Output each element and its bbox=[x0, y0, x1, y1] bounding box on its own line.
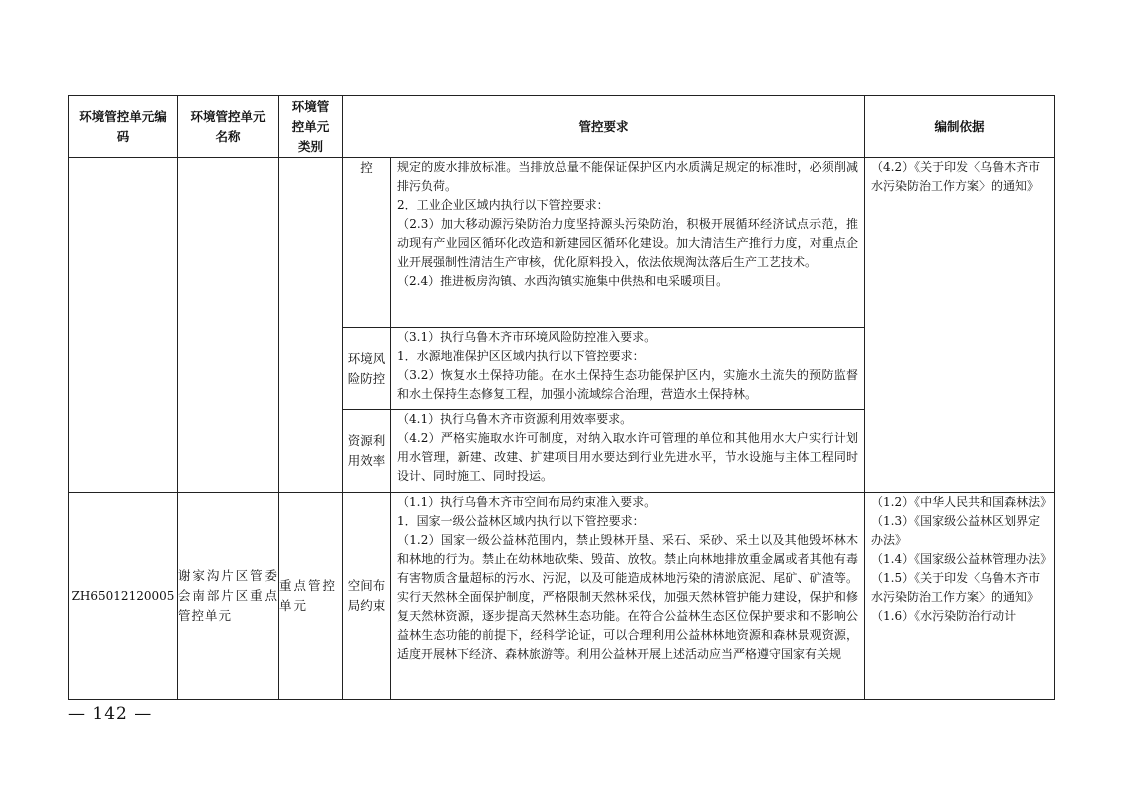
basis-cell bbox=[865, 158, 1055, 493]
header-name: 环境管控单元名称 bbox=[178, 96, 279, 158]
header-row bbox=[69, 96, 1055, 158]
requirement-line: （3.1）执行乌鲁木齐市环境风险防控准入要求。 bbox=[397, 330, 657, 344]
category-cell: 控 bbox=[343, 158, 391, 328]
requirements-cell bbox=[391, 328, 865, 410]
requirements-cell bbox=[391, 158, 865, 328]
basis-cell bbox=[865, 493, 1055, 700]
requirement-line: （2.3）加大移动源污染防治力度坚持源头污染防治，积极开展循环经济试点示范，推动现有产业园区循环化改造和新建园区循环化建设。加大清洁生产推行力度，对重点企业开展强制性清洁生产审核，优化原料投入，依法依规淘汰落后生产工艺技术。 bbox=[397, 217, 859, 269]
requirement-line: 1．国家一级公益林区域内执行以下管控要求： bbox=[397, 514, 645, 528]
requirements-cell bbox=[391, 410, 865, 493]
requirements-cell bbox=[391, 493, 865, 700]
requirement-line: 2．工业企业区域内执行以下管控要求： bbox=[397, 198, 609, 212]
basis-line: （1.3）《国家级公益林区划界定办法》 bbox=[871, 514, 1041, 547]
category-cell: 空间布局约束 bbox=[343, 493, 391, 700]
unit-code-cell: ZH65012120005 bbox=[69, 493, 178, 700]
unit-code-cell bbox=[69, 158, 178, 493]
unit-name-cell: 谢家沟片区管委会南部片区重点管控单元 bbox=[178, 493, 279, 700]
category-cell: 资源利用效率 bbox=[343, 410, 391, 493]
header-basis: 编制依据 bbox=[865, 96, 1055, 158]
header-requirements: 管控要求 bbox=[343, 96, 865, 158]
basis-line: （4.2）《关于印发〈乌鲁木齐市水污染防治工作方案〉的通知》 bbox=[871, 160, 1041, 193]
requirement-line: （2.4）推进板房沟镇、水西沟镇实施集中供热和电采暖项目。 bbox=[397, 274, 729, 288]
table-row bbox=[69, 158, 1055, 328]
control-table bbox=[68, 95, 1055, 700]
category-cell: 环境风险防控 bbox=[343, 328, 391, 410]
requirement-line: （1.1）执行乌鲁木齐市空间布局约束准入要求。 bbox=[397, 495, 657, 509]
requirement-line: （4.2）严格实施取水许可制度，对纳入取水许可管理的单位和其他用水大户实行计划用水管理，新建、改建、扩建项目用水要达到行业先进水平，节水设施与主体工程同时设计、同时施工、同时投运。 bbox=[397, 431, 859, 483]
unit-name-cell bbox=[178, 158, 279, 493]
basis-line: （1.4）《国家级公益林管理办法》 bbox=[871, 552, 1053, 566]
requirement-line: （4.1）执行乌鲁木齐市资源利用效率要求。 bbox=[397, 412, 633, 426]
table-row bbox=[69, 493, 1055, 700]
basis-line: （1.6）《水污染防治行动计 bbox=[871, 609, 1017, 623]
unit-type-cell: 重点管控单元 bbox=[279, 493, 343, 700]
requirement-line: 1．水源地准保护区区域内执行以下管控要求： bbox=[397, 349, 645, 363]
header-type: 环境管控单元类别 bbox=[279, 96, 343, 158]
requirement-line: （1.2）国家一级公益林范围内，禁止毁林开垦、采石、采砂、采土以及其他毁坏林木和林地的行为。禁止在幼林地砍柴、毁苗、放牧。禁止向林地排放重金属或者其他有毒有害物质含量超标的污水、污泥，以及可能造成林地污染的清淤底泥、尾矿、矿渣等。实行天然林全面保护制度，严格限制天然林采伐，加强天然林管护能力建设，保护和修复天然林资源，逐步提高天然林生态功能。在符合公益林生态区位保护要求和不影响公益林生态功能的前提下，经科学论证，可以合理利用公益林林地资源和森林景观资源，适度开展林下经济、森林旅游等。利用公益林开展上述活动应当严格遵守国家有关规 bbox=[397, 533, 859, 661]
unit-type-cell bbox=[279, 158, 343, 493]
requirement-line: 规定的废水排放标准。当排放总量不能保证保护区内水质满足规定的标准时，必须削减排污负荷。 bbox=[397, 160, 859, 193]
requirement-line: （3.2）恢复水土保持功能。在水土保持生态功能保护区内，实施水土流失的预防监督和水土保持生态修复工程，加强小流域综合治理，营造水土保持林。 bbox=[397, 368, 859, 401]
basis-line: （1.2）《中华人民共和国森林法》 bbox=[871, 495, 1053, 509]
header-code: 环境管控单元编码 bbox=[69, 96, 178, 158]
basis-line: （1.5）《关于印发〈乌鲁木齐市水污染防治工作方案〉的通知》 bbox=[871, 571, 1041, 604]
page-number: — 142 — bbox=[68, 704, 153, 724]
